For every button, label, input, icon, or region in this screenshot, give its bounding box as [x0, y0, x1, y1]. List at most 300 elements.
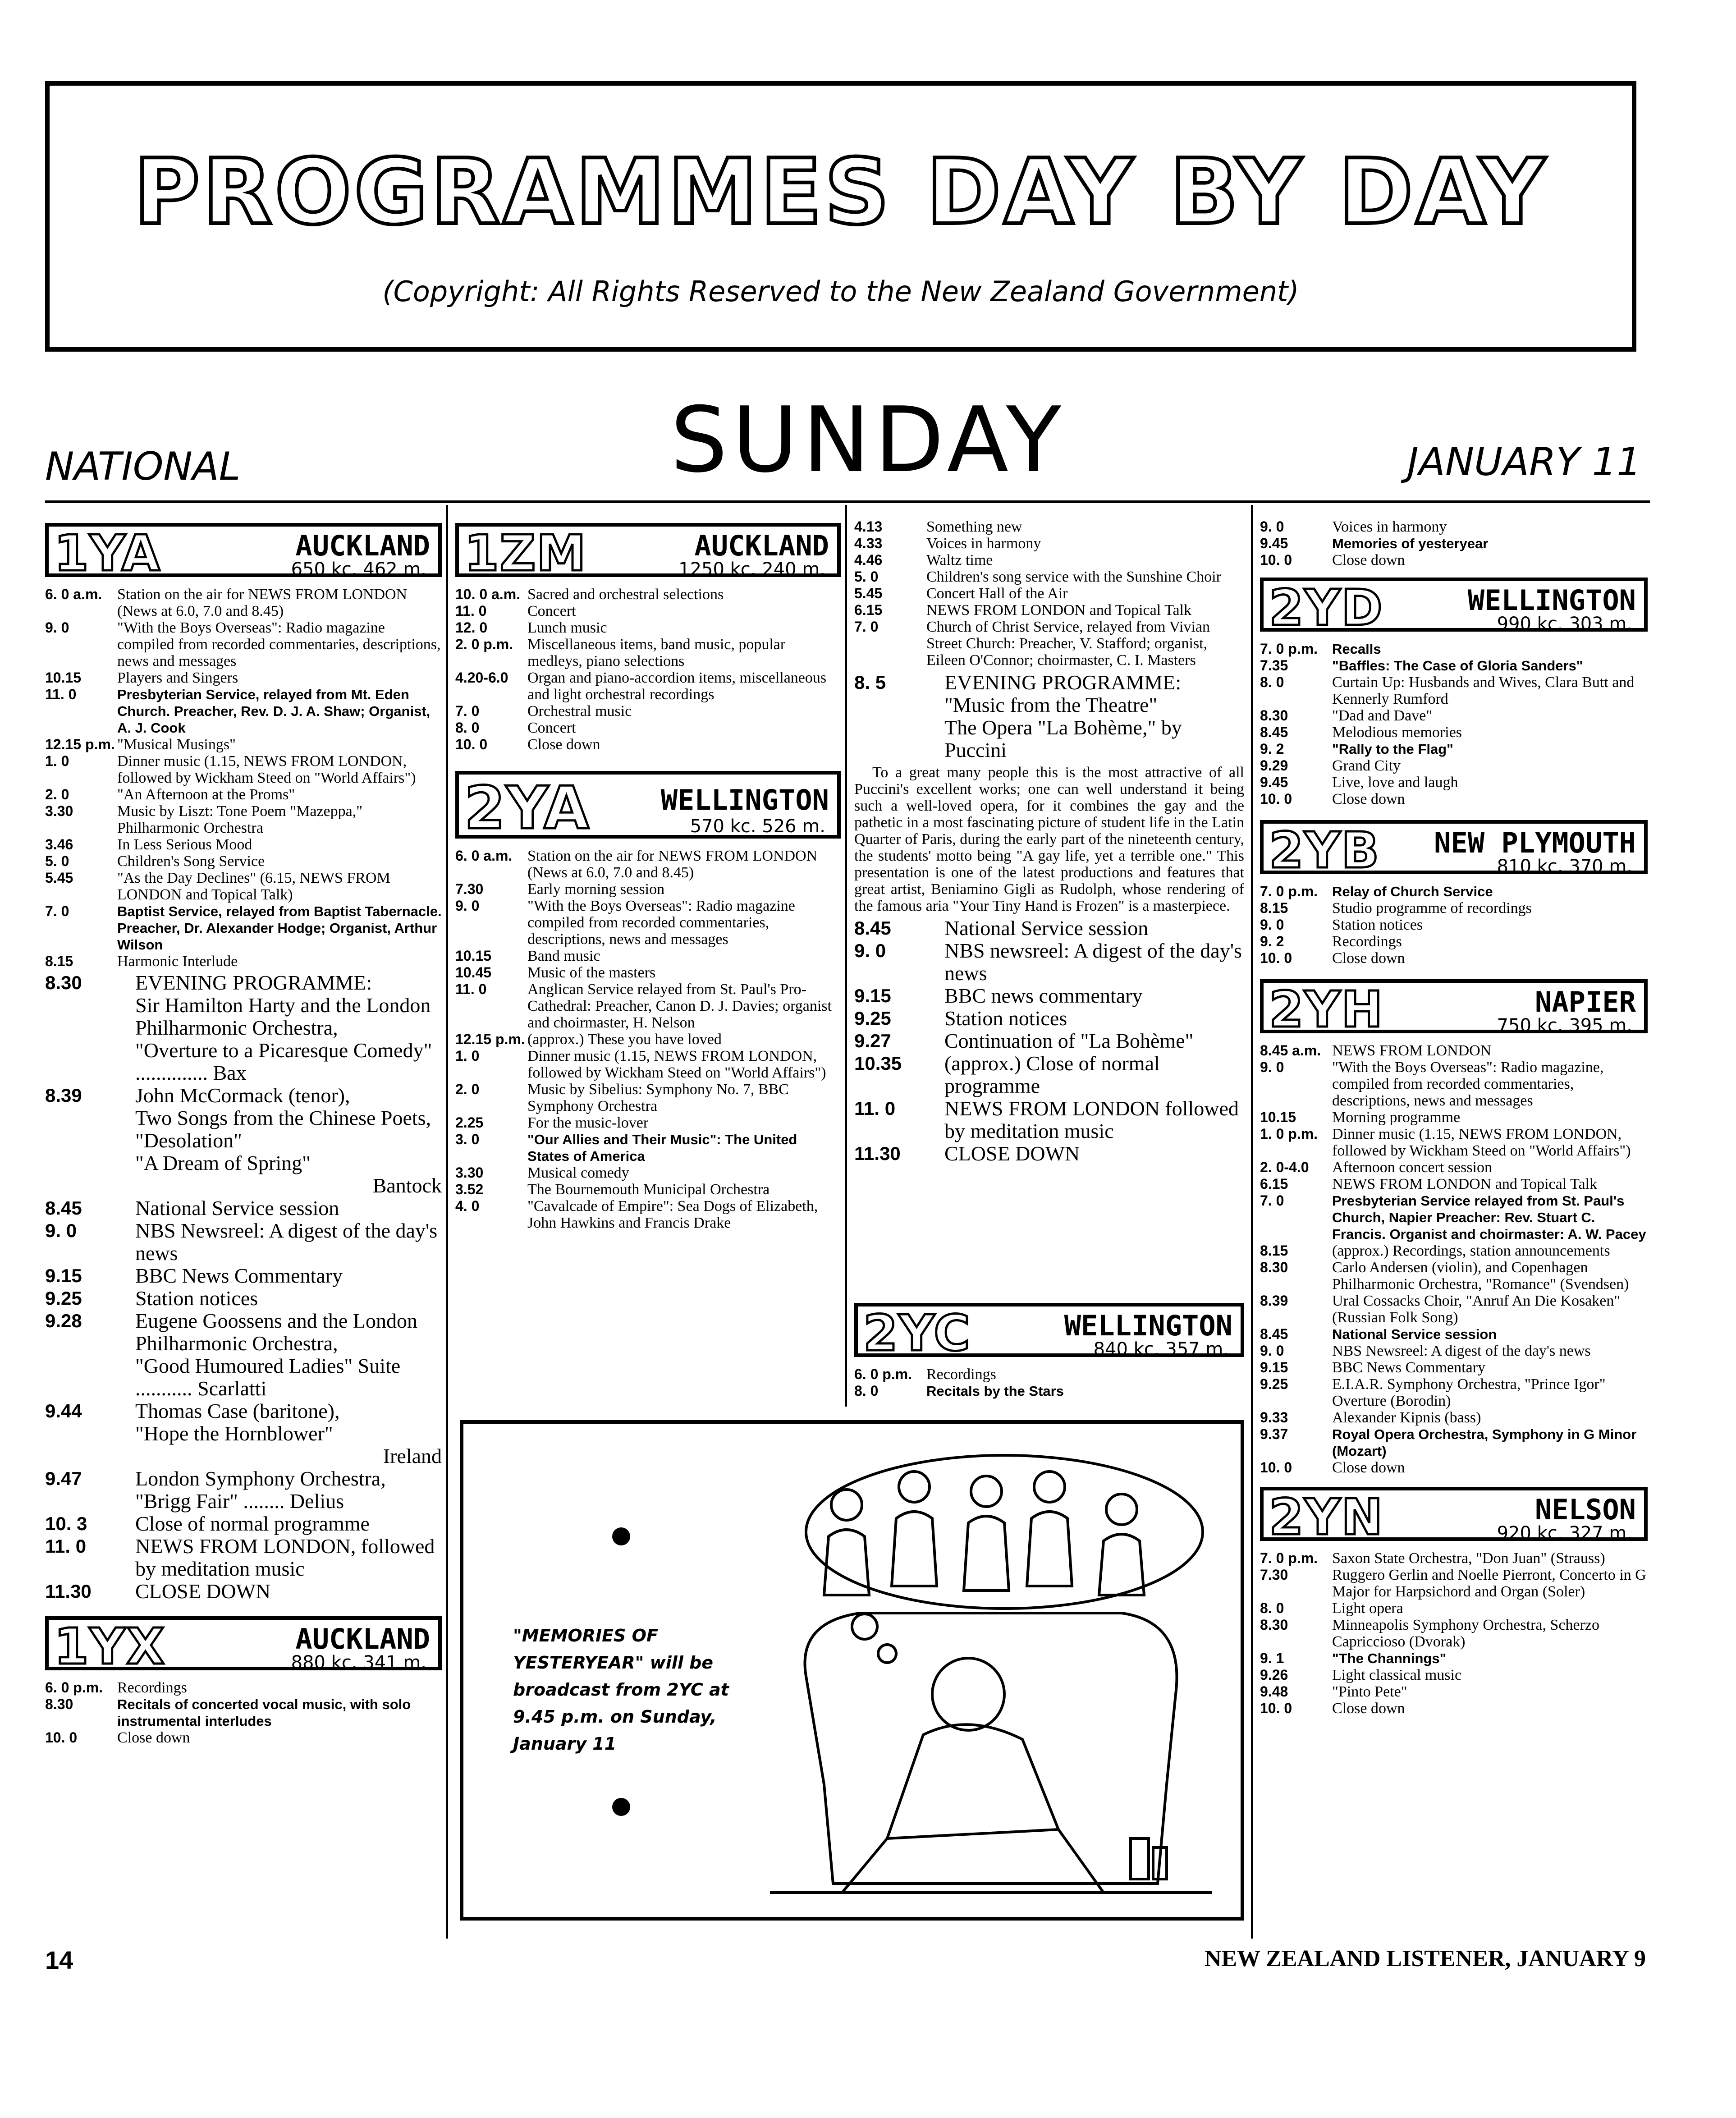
- time: 10. 3: [45, 1513, 87, 1534]
- time: 9.29: [1260, 757, 1288, 774]
- description: Musical comedy: [527, 1164, 629, 1181]
- time: 9. 0: [1260, 518, 1284, 535]
- schedule-2ya: [455, 848, 841, 1231]
- network-label: NATIONAL: [45, 444, 241, 489]
- time: 5. 0: [45, 853, 69, 869]
- column-divider-3: [1251, 505, 1253, 1939]
- description: Station on the air for NEWS FROM LONDON (News at 6.0, 7.0 and 8.45): [117, 586, 408, 619]
- schedule-item: [45, 1287, 442, 1310]
- schedule-item: [455, 964, 841, 981]
- station-frequency: 750 kc. 395 m.: [1497, 1015, 1632, 1036]
- description: National Service session: [135, 1197, 339, 1219]
- station-2yc: [854, 1303, 1244, 1362]
- schedule-item: [45, 1400, 442, 1422]
- description: Dinner music (1.15, NEWS FROM LONDON, followed by Wickham Steed on "World Affairs"): [117, 753, 416, 786]
- page-title: PROGRAMMES DAY BY DAY: [133, 140, 1548, 245]
- time: 8.45 a.m.: [1260, 1042, 1321, 1059]
- description: Concert Hall of the Air: [926, 585, 1068, 602]
- schedule-item: [455, 1031, 841, 1048]
- time: 9.26: [1260, 1667, 1288, 1683]
- schedule-item: [455, 898, 841, 948]
- time: 2. 0: [455, 1081, 480, 1097]
- description: Afternoon concert session: [1332, 1159, 1493, 1176]
- description: Light opera: [1332, 1600, 1403, 1617]
- time: 12.15 p.m.: [455, 1031, 525, 1047]
- description: E.I.A.R. Symphony Orchestra, "Prince Igor" Overture (Borodin): [1332, 1376, 1606, 1409]
- description: Recordings: [926, 1366, 996, 1383]
- time: 6. 0 p.m.: [45, 1679, 103, 1696]
- schedule-item: [1260, 741, 1648, 757]
- description: The Bournemouth Municipal Orchestra: [527, 1181, 770, 1198]
- schedule-item: [1260, 1293, 1648, 1326]
- schedule-item: [455, 848, 841, 881]
- description: Eugene Goossens and the London Philharmonic Orchestra,: [135, 1309, 417, 1355]
- time: 1. 0: [45, 753, 69, 769]
- schedule-item: [854, 585, 1244, 602]
- time: 7. 0: [854, 619, 879, 635]
- station-2yn: [1260, 1487, 1648, 1546]
- description: Minneapolis Symphony Orchestra, Scherzo Capriccioso (Dvorak): [1332, 1617, 1599, 1650]
- description: London Symphony Orchestra,: [135, 1467, 386, 1490]
- schedule-item: [45, 803, 442, 836]
- composer: Bantock: [372, 1174, 442, 1197]
- schedule-item: [45, 903, 442, 953]
- schedule-item: [854, 985, 1244, 1007]
- time: 9.15: [1260, 1359, 1288, 1375]
- description: Alexander Kipnis (bass): [1332, 1409, 1481, 1426]
- description: Voices in harmony: [926, 535, 1041, 552]
- time: 8. 5: [854, 672, 886, 693]
- schedule-item: [455, 720, 841, 736]
- page-number: 14: [45, 1946, 73, 1974]
- programme-detail: Two Songs from the Chinese Poets,: [135, 1106, 431, 1129]
- schedule-item: [854, 552, 1244, 568]
- station-2yh: [1260, 979, 1648, 1038]
- station-frequency: 840 kc. 357 m.: [1093, 1339, 1229, 1360]
- description: Relay of Church Service: [1332, 884, 1493, 899]
- schedule-item: [45, 786, 442, 803]
- time: 10. 0: [1260, 791, 1292, 807]
- programme-detail: "A Dream of Spring": [135, 1151, 311, 1174]
- station-2yc-block: [854, 1298, 1244, 1399]
- schedule-item: [455, 948, 841, 964]
- description: Close down: [1332, 1700, 1405, 1717]
- schedule-item: [45, 736, 442, 753]
- time: 9.44: [45, 1400, 82, 1421]
- station-city: WELLINGTON: [1064, 1309, 1232, 1342]
- schedule-item: [1260, 1059, 1648, 1109]
- description: Music by Liszt: Tone Poem "Mazeppa," Philharmonic Orchestra: [117, 803, 363, 836]
- time: 4.33: [854, 535, 883, 551]
- time: 11. 0: [45, 686, 77, 702]
- time: 9.27: [854, 1030, 891, 1051]
- time: 5. 0: [854, 568, 879, 585]
- description: Grand City: [1332, 757, 1401, 774]
- description: Harmonic Interlude: [117, 953, 238, 970]
- station-call-sign: 1YX: [54, 1618, 166, 1675]
- time: 9.48: [1260, 1683, 1288, 1700]
- station-call-sign: 1ZM: [464, 524, 587, 582]
- station-city: AUCKLAND: [295, 529, 430, 562]
- description: Thomas Case (baritone),: [135, 1399, 340, 1422]
- time: 10. 0: [1260, 1700, 1292, 1716]
- schedule-item: [45, 853, 442, 870]
- schedule-2yb: [1260, 883, 1648, 967]
- description: Curtain Up: Husbands and Wives, Clara Butt and Kennerly Rumford: [1332, 674, 1635, 707]
- column-1: [45, 518, 442, 1746]
- time: 10.15: [45, 669, 82, 686]
- time: 6.15: [854, 602, 883, 618]
- description: EVENING PROGRAMME:: [135, 971, 372, 994]
- description: Dinner music (1.15, NEWS FROM LONDON, followed by Wickham Steed on "World Affairs"): [1332, 1126, 1631, 1159]
- description: Church of Christ Service, relayed from Vivian Street Church: Preacher, V. Stafford; organist, Eileen O'Connor; choirmaster, C. I. Masters: [926, 619, 1210, 669]
- station-call-sign: 2YB: [1269, 821, 1380, 879]
- time: 11. 0: [455, 603, 487, 619]
- evening-programme-2ya: [854, 671, 1244, 914]
- time: 2. 0: [45, 786, 69, 802]
- time: 8.30: [1260, 1259, 1288, 1275]
- description: Light classical music: [1332, 1667, 1462, 1683]
- time: 8.15: [1260, 1242, 1288, 1259]
- station-2yd: [1260, 578, 1648, 637]
- time: 12.15 p.m.: [45, 736, 115, 752]
- station-call-sign: 2YN: [1269, 1488, 1384, 1546]
- description: Live, love and laugh: [1332, 774, 1458, 791]
- schedule-item: [1260, 674, 1648, 707]
- programme-note: To a great many people this is the most attractive of all Puccini's excellent works; one can well understand it being such a well-loved opera, for it combines the gay and the pathetic in a most fascinating picture of student life in the Latin Quarter of Paris, during the early part of the nineteenth century, the students' motto being "A gay life, yet a terrible one." This presentation is one of the latest productions and features that great artist, Beniamino Gigli as Rudolph, whose rendering of the famous aria "Your Tiny Hand is Frozen" is a masterpiece.: [854, 764, 1244, 914]
- time: 10.45: [455, 964, 492, 981]
- schedule-item: [1260, 1459, 1648, 1476]
- schedule-item: [854, 619, 1244, 669]
- schedule-item: [45, 1310, 442, 1355]
- description: Waltz time: [926, 552, 993, 568]
- time: 7. 0: [455, 703, 480, 719]
- time: 4. 0: [455, 1198, 480, 1214]
- day-heading: SUNDAY: [670, 388, 1066, 493]
- schedule-2ya-continued: [854, 518, 1244, 669]
- schedule-item: [1260, 1343, 1648, 1359]
- schedule-item: [455, 1198, 841, 1231]
- time: 4.20-6.0: [455, 669, 508, 686]
- schedule-item: [45, 669, 442, 686]
- programme-detail: "Good Humoured Ladies" Suite ........... Scarlatti: [135, 1354, 401, 1400]
- schedule-item: [1260, 791, 1648, 807]
- time: 5.45: [854, 585, 883, 601]
- description: Saxon State Orchestra, "Don Juan" (Strauss): [1332, 1550, 1605, 1567]
- programme-detail: "Overture to a Picaresque Comedy" .............. Bax: [135, 1039, 432, 1084]
- description: Memories of yesteryear: [1332, 536, 1489, 551]
- time: 4.46: [854, 552, 883, 568]
- time: 7.30: [455, 881, 484, 897]
- time: 8. 0: [1260, 674, 1284, 690]
- description: CLOSE DOWN: [135, 1580, 271, 1603]
- time: 3.30: [455, 1164, 484, 1181]
- description: Recitals of concerted vocal music, with solo instrumental interludes: [117, 1696, 411, 1729]
- schedule-item: [1260, 1683, 1648, 1700]
- copyright-notice: (Copyright: All Rights Reserved to the New Zealand Government): [382, 275, 1299, 308]
- description: Station notices: [135, 1287, 258, 1310]
- schedule-item: [455, 603, 841, 619]
- station-frequency: 880 kc. 341 m.: [291, 1652, 426, 1673]
- schedule-item: [1260, 1426, 1648, 1459]
- schedule-item: [1260, 1409, 1648, 1426]
- description: Miscellaneous items, band music, popular medleys, piano selections: [527, 636, 786, 669]
- schedule-item: [1260, 1042, 1648, 1059]
- schedule-item: [455, 703, 841, 720]
- schedule-item: [1260, 707, 1648, 724]
- description: "Musical Musings": [117, 736, 236, 753]
- description: Music by Sibelius: Symphony No. 7, BBC Symphony Orchestra: [527, 1081, 789, 1114]
- description: Ruggero Gerlin and Noelle Pierront, Concerto in G Major for Harpsichord and Organ (Soler): [1332, 1567, 1646, 1600]
- schedule-item: [1260, 1617, 1648, 1650]
- schedule-item: [1260, 1109, 1648, 1126]
- description: "The Channings": [1332, 1650, 1447, 1666]
- time: 9.45: [1260, 774, 1288, 790]
- description: NEWS FROM LONDON followed by meditation music: [944, 1097, 1239, 1142]
- description: BBC News Commentary: [135, 1264, 343, 1287]
- station-call-sign: 2YH: [1269, 981, 1384, 1038]
- schedule-1yx: [45, 1679, 442, 1746]
- time: 4.13: [854, 518, 883, 535]
- description: Close of normal programme: [135, 1512, 370, 1535]
- schedule-item: [1260, 1700, 1648, 1717]
- time: 10.15: [1260, 1109, 1296, 1125]
- description: Concert: [527, 603, 576, 619]
- time: 8. 0: [1260, 1600, 1284, 1616]
- schedule-item: [1260, 657, 1648, 674]
- time: 8.30: [1260, 1617, 1288, 1633]
- schedule-item: [854, 602, 1244, 619]
- description: Close down: [1332, 791, 1405, 807]
- description: Melodious memories: [1332, 724, 1462, 741]
- time: 9. 0: [45, 1220, 77, 1241]
- description: Anglican Service relayed from St. Paul's Pro-Cathedral: Preacher, Canon D. J. Davies; organist and choirmaster, H. Nelson: [527, 981, 832, 1031]
- schedule-item: [854, 1142, 1244, 1165]
- time: 11. 0: [854, 1098, 896, 1119]
- description: Close down: [527, 736, 600, 753]
- description: NEWS FROM LONDON and Topical Talk: [926, 602, 1191, 619]
- schedule-item: [45, 1580, 442, 1603]
- schedule-item: [1260, 535, 1648, 552]
- programme-detail: The Opera "La Bohème," by Puccini: [944, 716, 1182, 761]
- time: 9.25: [1260, 1376, 1288, 1392]
- time: 8.30: [45, 972, 82, 993]
- programme-detail: "Brigg Fair" ........ Delius: [135, 1490, 344, 1513]
- time: 3.46: [45, 836, 73, 853]
- station-city: NELSON: [1535, 1493, 1636, 1526]
- time: 9.28: [45, 1310, 82, 1331]
- time: 9.37: [1260, 1426, 1288, 1442]
- description: Carlo Andersen (violin), and Copenhagen Philharmonic Orchestra, "Romance" (Svendsen): [1332, 1259, 1629, 1293]
- programme-detail: "Hope the Hornblower": [135, 1422, 333, 1445]
- description: EVENING PROGRAMME:: [944, 671, 1182, 694]
- schedule-item: [455, 981, 841, 1031]
- schedule-item: [854, 917, 1244, 940]
- description: "With the Boys Overseas": Radio magazine compiled from recorded commentaries, descriptions, news and messages: [527, 898, 795, 948]
- description: NBS Newsreel: A digest of the day's news: [1332, 1343, 1591, 1359]
- time: 2. 0 p.m.: [455, 636, 513, 652]
- description: "Cavalcade of Empire": Sea Dogs of Elizabeth, John Hawkins and Francis Drake: [527, 1198, 818, 1231]
- schedule-item: [45, 619, 442, 669]
- description: "With the Boys Overseas": Radio magazine compiled from recorded commentaries, descriptions, news and messages: [117, 619, 441, 669]
- schedule-2yd: [1260, 641, 1648, 807]
- description: For the music-lover: [527, 1114, 649, 1131]
- schedule-item: [1260, 1259, 1648, 1293]
- station-city: WELLINGTON: [1467, 584, 1636, 617]
- station-city: NAPIER: [1535, 986, 1636, 1018]
- schedule-item: [45, 870, 442, 903]
- time: 5.45: [45, 870, 73, 886]
- description: Band music: [527, 948, 600, 964]
- time: 11. 0: [455, 981, 487, 997]
- schedule-item: [1260, 1359, 1648, 1376]
- schedule-item: [1260, 757, 1648, 774]
- time: 10. 0 a.m.: [455, 586, 521, 602]
- evening-programme-1ya: [45, 972, 442, 1603]
- schedule-1zm: [455, 586, 841, 753]
- time: 10. 0: [1260, 1459, 1292, 1476]
- description: Presbyterian Service relayed from St. Paul's Church, Napier Preacher: Rev. Stuart C. Francis. Organist and choirmaster: A. W. Pacey: [1332, 1193, 1646, 1242]
- schedule-item: [1260, 774, 1648, 791]
- time: 9. 1: [1260, 1650, 1284, 1666]
- time: 3.30: [45, 803, 73, 819]
- description: Morning programme: [1332, 1109, 1461, 1126]
- description: Close down: [117, 1729, 190, 1746]
- description: Studio programme of recordings: [1332, 900, 1532, 917]
- schedule-item: [455, 881, 841, 898]
- schedule-item: [854, 1366, 1244, 1383]
- column-divider-2: [845, 505, 847, 1407]
- schedule-item: [1260, 1192, 1648, 1242]
- time: 2. 0-4.0: [1260, 1159, 1309, 1175]
- description: NEWS FROM LONDON: [1332, 1042, 1492, 1059]
- time: 8.39: [45, 1085, 82, 1106]
- time: 9.33: [1260, 1409, 1288, 1426]
- station-city: NEW PLYMOUTH: [1434, 826, 1636, 859]
- time: 9.15: [45, 1265, 82, 1286]
- description: Recordings: [1332, 933, 1402, 950]
- description: Station on the air for NEWS FROM LONDON (News at 6.0, 7.0 and 8.45): [527, 848, 818, 881]
- description: Players and Singers: [117, 669, 238, 686]
- description: Children's Song Service: [117, 853, 265, 870]
- description: BBC News Commentary: [1332, 1359, 1485, 1376]
- schedule-item: [45, 953, 442, 970]
- station-frequency: 570 kc. 526 m.: [690, 816, 825, 837]
- schedule-1ya: [45, 586, 442, 970]
- schedule-item: [854, 535, 1244, 552]
- description: (approx.) These you have loved: [527, 1031, 722, 1048]
- schedule-item: [45, 972, 442, 994]
- column-3: [854, 518, 1244, 1165]
- time: 1. 0: [455, 1048, 480, 1064]
- time: 10. 0: [1260, 552, 1292, 568]
- description: Voices in harmony: [1332, 518, 1447, 535]
- description: Royal Opera Orchestra, Symphony in G Minor (Mozart): [1332, 1426, 1637, 1459]
- schedule-item: [45, 1219, 442, 1265]
- description: Sacred and orchestral selections: [527, 586, 724, 603]
- time: 9. 0: [1260, 1343, 1284, 1359]
- description: "An Afternoon at the Proms": [117, 786, 295, 803]
- description: "Dad and Dave": [1332, 707, 1433, 724]
- sleeping-man-illustration: [752, 1442, 1230, 1911]
- time: 11. 0: [45, 1536, 87, 1557]
- time: 10. 0: [45, 1729, 78, 1746]
- station-call-sign: 2YC: [863, 1304, 971, 1362]
- description: "Baffles: The Case of Gloria Sanders": [1332, 658, 1583, 674]
- time: 9. 0: [455, 898, 480, 914]
- time: 8.45: [1260, 724, 1288, 740]
- time: 8.15: [45, 953, 73, 969]
- schedule-item: [1260, 900, 1648, 917]
- schedule-item: [854, 1097, 1244, 1142]
- schedule-item: [45, 836, 442, 853]
- schedule-item: [854, 940, 1244, 985]
- schedule-item: [1260, 883, 1648, 900]
- time: 6. 0 a.m.: [45, 586, 102, 602]
- schedule-item: [45, 753, 442, 786]
- schedule-item: [1260, 1242, 1648, 1259]
- schedule-item: [45, 1513, 442, 1535]
- description: "As the Day Declines" (6.15, NEWS FROM LONDON and Topical Talk): [117, 870, 390, 903]
- schedule-item: [1260, 1159, 1648, 1176]
- time: 9.15: [854, 985, 891, 1006]
- time: 6.15: [1260, 1176, 1288, 1192]
- bullet-dot: [612, 1527, 630, 1545]
- time: 11.30: [854, 1143, 901, 1164]
- composer: Ireland: [383, 1444, 442, 1467]
- station-frequency: 1250 kc. 240 m.: [678, 559, 825, 580]
- description: Station notices: [944, 1007, 1067, 1030]
- description: Continuation of "La Bohème": [944, 1029, 1194, 1052]
- time: 10.15: [455, 948, 492, 964]
- schedule-2ya-late: [854, 917, 1244, 1165]
- description: NEWS FROM LONDON, followed by meditation music: [135, 1535, 435, 1580]
- schedule-2yc-continued: [1260, 518, 1648, 568]
- description: Dinner music (1.15, NEWS FROM LONDON, followed by Wickham Steed on "World Affairs"): [527, 1048, 826, 1081]
- station-frequency: 810 kc. 370 m.: [1497, 856, 1632, 877]
- time: 7. 0: [1260, 1192, 1284, 1209]
- time: 7. 0 p.m.: [1260, 1550, 1318, 1566]
- time: 9. 0: [1260, 1059, 1284, 1075]
- time: 10. 0: [1260, 950, 1292, 966]
- schedule-item: [1260, 1550, 1648, 1567]
- time: 11.30: [45, 1581, 92, 1602]
- description: NBS Newsreel: A digest of the day's news: [135, 1219, 438, 1265]
- schedule-item: [1260, 1326, 1648, 1343]
- time: 7.35: [1260, 657, 1288, 674]
- schedule-item: [45, 1467, 442, 1490]
- description: Early morning session: [527, 881, 665, 898]
- description: (approx.) Recordings, station announcements: [1332, 1242, 1610, 1259]
- schedule-item: [1260, 1600, 1648, 1617]
- programme-detail: "Music from the Theatre": [944, 693, 1158, 716]
- schedule-item: [1260, 724, 1648, 741]
- time: 8.39: [1260, 1293, 1288, 1309]
- time: 8.30: [45, 1696, 73, 1712]
- schedule-item: [1260, 1126, 1648, 1159]
- schedule-2yh: [1260, 1042, 1648, 1476]
- schedule-item: [455, 1164, 841, 1181]
- time: 9.25: [45, 1288, 82, 1309]
- description: BBC news commentary: [944, 984, 1143, 1007]
- schedule-item: [854, 671, 1244, 694]
- time: 7. 0 p.m.: [1260, 641, 1318, 657]
- description: Recitals by the Stars: [926, 1383, 1064, 1399]
- time: 8.45: [1260, 1326, 1288, 1342]
- schedule-item: [1260, 641, 1648, 657]
- station-2ya: [455, 771, 841, 842]
- schedule-item: [1260, 950, 1648, 967]
